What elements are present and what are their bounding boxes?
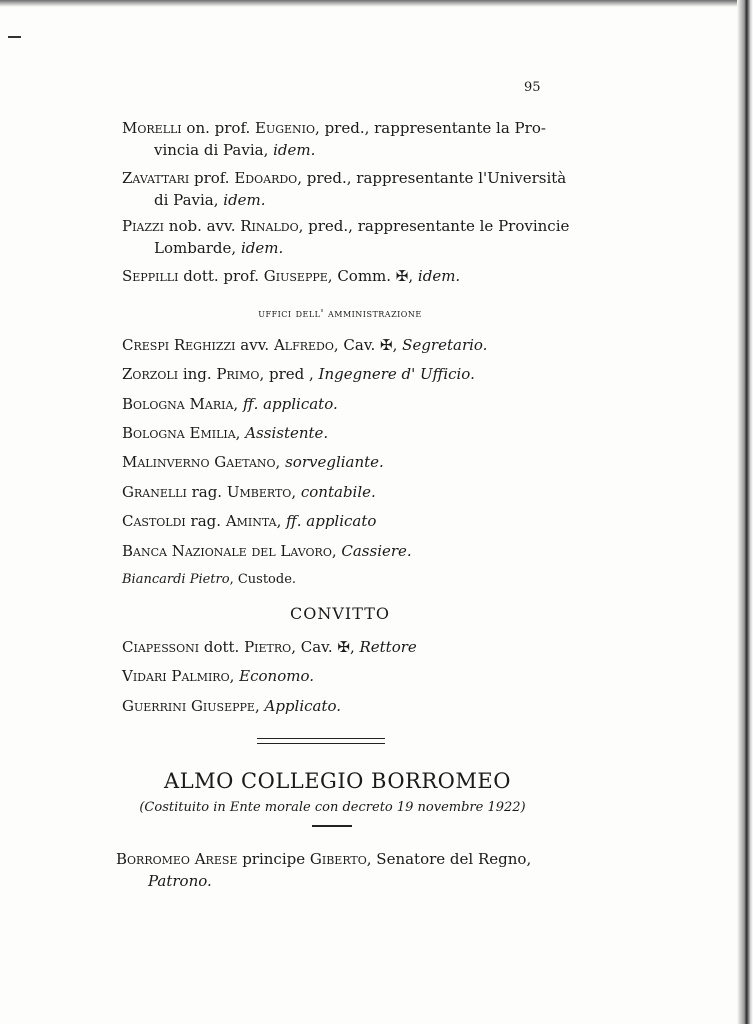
first-name: Pietro	[244, 638, 292, 656]
college-title: ALMO COLLEGIO BORROMEO	[164, 769, 511, 793]
continuation-text: di Pavia,	[154, 191, 224, 209]
title-text: rag.	[186, 483, 227, 501]
convitto-heading: CONVITTO	[290, 604, 390, 623]
surname: Piazzi	[122, 217, 165, 235]
continuation-text: vincia di Pavia,	[154, 141, 274, 159]
surname: Bologna	[122, 395, 185, 413]
continuation	[122, 139, 546, 161]
continuation-italic: Patrono.	[148, 872, 212, 890]
role: sorvegliante.	[285, 453, 384, 471]
first-name: Primo	[216, 365, 260, 383]
surname: Bologna	[122, 424, 185, 442]
short-rule-divider	[312, 825, 352, 827]
entry-piazzi	[122, 215, 569, 259]
entry-bologna-maria	[122, 393, 338, 415]
description: , Comm. ✠,	[327, 267, 418, 285]
surname: Castoldi	[122, 512, 186, 530]
surname: Seppilli	[122, 267, 179, 285]
title-text: rag.	[185, 512, 226, 530]
description: , pred., rappresentante l'Università	[297, 169, 567, 187]
role: Cassiere.	[341, 542, 412, 560]
title-text: prof.	[189, 169, 235, 187]
continuation-italic: idem.	[240, 239, 284, 257]
role: contabile.	[300, 483, 376, 501]
role: Assistente.	[245, 424, 329, 442]
entry-banca	[122, 540, 412, 562]
entry-seppilli	[122, 265, 460, 287]
continuation-italic: idem.	[223, 191, 266, 209]
first-name: Eugenio	[255, 119, 316, 137]
entry-biancardi	[122, 569, 296, 591]
first-name: Edoardo	[234, 169, 298, 187]
surname: Malinverno	[122, 453, 210, 471]
first-name: Lavoro	[280, 542, 332, 560]
role: ff. applicato.	[242, 395, 338, 413]
double-rule-divider	[257, 738, 385, 744]
first-name: Rinaldo	[240, 217, 299, 235]
continuation-italic: idem.	[273, 141, 316, 159]
description: ,	[233, 395, 243, 413]
entry-guerrini	[122, 695, 341, 717]
continuation	[122, 237, 569, 259]
title-text: dott.	[199, 638, 245, 656]
role: Ingegnere d' Ufficio.	[318, 365, 475, 383]
first-name: Palmiro	[171, 667, 230, 685]
description: , pred., rappresentante le Provincie	[298, 217, 570, 235]
entry-castoldi	[122, 510, 376, 532]
surname: Morelli	[122, 119, 182, 137]
scan-top-edge	[0, 0, 753, 7]
entry-crespi	[122, 334, 487, 356]
entry-granelli	[122, 481, 376, 503]
entry-ciapessoni	[122, 636, 417, 658]
first-name: Emilia	[189, 424, 236, 442]
surname: Granelli	[122, 483, 187, 501]
custode-role: , Custode.	[229, 572, 297, 587]
entry-zorzoli	[122, 363, 475, 385]
entry-zavattari	[122, 167, 566, 211]
description: ,	[331, 542, 342, 560]
college-subtitle: (Costituito in Ente morale con decreto 19 novembre 1922)	[139, 800, 526, 815]
custode-name: Biancardi Pietro	[122, 572, 230, 587]
role: Applicato.	[264, 697, 342, 715]
title-text: del	[246, 542, 281, 560]
description: ,	[229, 667, 240, 685]
title-text: avv.	[235, 336, 274, 354]
continuation	[116, 870, 531, 892]
role: ff. applicato	[286, 512, 377, 530]
surname: Borromeo Arese	[116, 850, 238, 868]
role: Segretario.	[402, 336, 488, 354]
first-name: Aminta	[225, 512, 277, 530]
role: idem.	[417, 267, 461, 285]
first-name: Alfredo	[273, 336, 334, 354]
role: Rettore	[359, 638, 417, 656]
first-name: Gaetano	[214, 453, 276, 471]
title-text: nob. avv.	[164, 217, 241, 235]
first-name: Giuseppe	[263, 267, 328, 285]
scan-left-mark	[8, 36, 21, 38]
surname: Zorzoli	[122, 365, 179, 383]
description: ,	[276, 512, 287, 530]
surname: Crespi Reghizzi	[122, 336, 236, 354]
page-number: 95	[524, 80, 541, 95]
description: , pred., rappresentante la Pro-	[315, 119, 546, 137]
title-text: dott. prof.	[178, 267, 264, 285]
surname: Banca Nazionale	[122, 542, 247, 560]
continuation	[122, 189, 566, 211]
description: ,	[291, 483, 301, 501]
entry-bologna-emilia	[122, 422, 328, 444]
surname: Ciapessoni	[122, 638, 200, 656]
first-name: Giberto	[309, 850, 367, 868]
entry-malinverno	[122, 451, 384, 473]
description: , Cav. ✠,	[333, 336, 403, 354]
description: , pred ,	[259, 365, 319, 383]
title-text: principe	[237, 850, 310, 868]
first-name: Umberto	[226, 483, 292, 501]
description: , Senatore del Regno,	[366, 850, 532, 868]
entry-vidari	[122, 665, 314, 687]
title-text: ing.	[178, 365, 217, 383]
surname: Zavattari	[122, 169, 190, 187]
surname: Guerrini	[122, 697, 187, 715]
first-name: Maria	[189, 395, 234, 413]
role: Economo.	[239, 667, 314, 685]
surname: Vidari	[122, 667, 167, 685]
description: ,	[254, 697, 265, 715]
entry-borromeo	[116, 848, 531, 892]
description: ,	[235, 424, 246, 442]
title-text: on. prof.	[181, 119, 256, 137]
description: ,	[275, 453, 286, 471]
scan-right-edge	[737, 0, 753, 1024]
continuation-text: Lombarde,	[154, 239, 241, 257]
entry-morelli	[122, 117, 546, 161]
uffici-heading: uffici dell' amministrazione	[258, 307, 422, 320]
description: , Cav. ✠,	[291, 638, 360, 656]
first-name: Giuseppe	[190, 697, 255, 715]
